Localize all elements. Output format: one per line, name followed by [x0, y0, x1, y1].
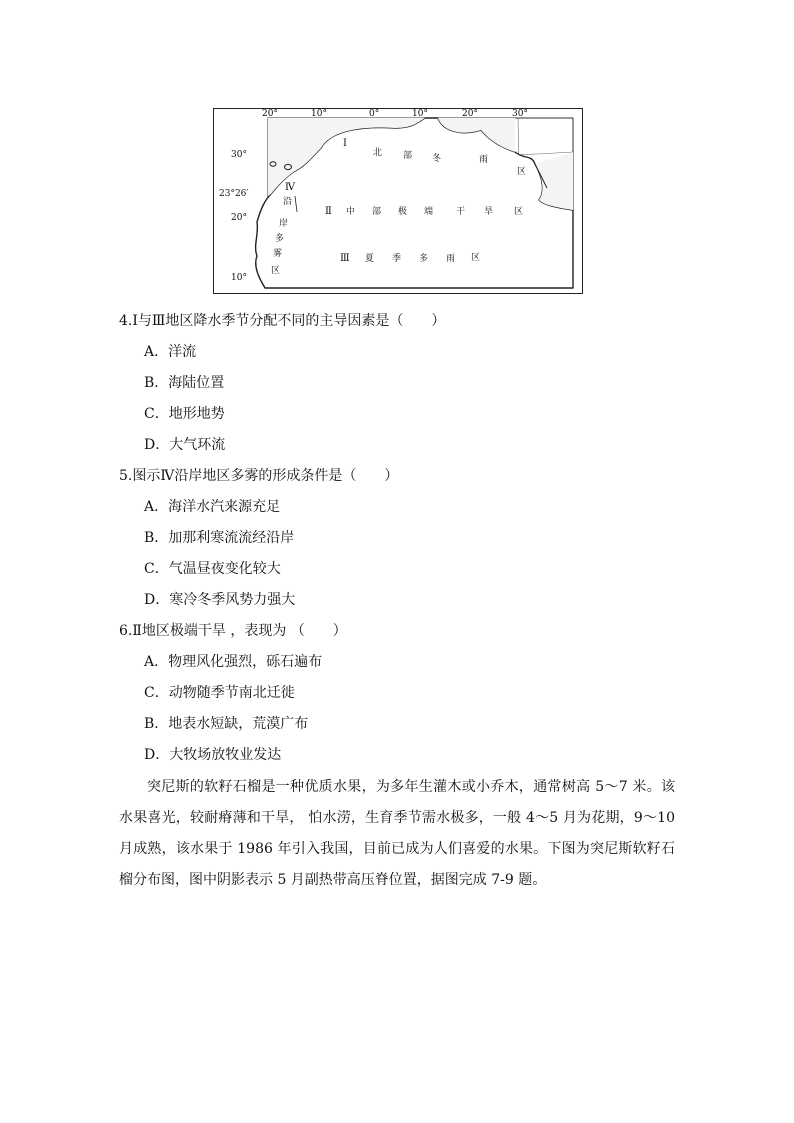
question-5-stem: 5.图示Ⅳ沿岸地区多雾的形成条件是（ ）: [119, 468, 399, 484]
lon-label: 0°: [369, 109, 380, 119]
lat-label: 20°: [231, 213, 247, 223]
region-label-char: 夏: [365, 254, 375, 264]
question-5-option-b[interactable]: B．加那利寒流流经沿岸: [144, 530, 295, 546]
north-africa-climate-map: [213, 108, 583, 294]
question-5-option-a[interactable]: A．海洋水汽来源充足: [144, 499, 281, 515]
lat-label: 30°: [231, 150, 247, 160]
region-label-char: 部: [372, 207, 382, 217]
question-6-option-d[interactable]: D．大牧场放牧业发达: [144, 747, 282, 763]
question-5-option-d[interactable]: D．寒冷冬季风势力强大: [144, 592, 296, 608]
region-numeral: Ⅱ: [325, 206, 332, 217]
region-label-char: 多: [419, 254, 429, 264]
region-label-char: 中: [346, 207, 356, 217]
region-label-char: 端: [424, 207, 434, 217]
region-label-char: 部: [403, 151, 413, 161]
lat-label: 23°26′: [219, 189, 249, 199]
region-label-char: 区: [471, 253, 481, 263]
region-numeral: Ⅲ: [340, 253, 350, 264]
question-6-option-b[interactable]: B．地表水短缺，荒漠广布: [144, 716, 309, 732]
lon-label: 10°: [311, 109, 327, 119]
question-6-option-a[interactable]: A．物理风化强烈，砾石遍布: [144, 654, 323, 670]
question-4-stem: 4.Ⅰ与Ⅲ地区降水季节分配不同的主导因素是（ ）: [119, 313, 446, 329]
question-4-option-c[interactable]: C．地形地势: [144, 406, 225, 422]
lon-label: 30°: [512, 109, 528, 119]
region-label-char: 旱: [484, 207, 494, 217]
passage-paragraph: 突尼斯的软籽石榴是一种优质水果，为多年生灌木或小乔木，通常树高 5～7 米。该水果喜光，较耐瘠薄和干旱， 怕水涝，生育季节需水极多，一般 4～5 月为花期，9～10 月成熟，该水果于 1986 年引入我国，目前已成为人们喜爱的水果。下图为突尼斯软籽石榴分布图，图中阴影表示 5 月副热带高压脊位置，据图完成 7-9 题。: [119, 779, 675, 888]
question-6-option-c[interactable]: C．动物随季节南北迁徙: [144, 685, 295, 701]
lon-label: 10°: [412, 109, 428, 119]
region-numeral: Ⅳ: [285, 182, 295, 193]
question-4-option-b[interactable]: B．海陆位置: [144, 375, 225, 391]
region-label-char: 沿: [283, 197, 293, 207]
region-label-char: 季: [392, 254, 402, 264]
region-label-char: 极: [398, 207, 408, 217]
region-label-char: 岸: [279, 219, 289, 229]
region-label-char: 雨: [479, 155, 489, 165]
region-label-char: 干: [456, 207, 466, 217]
question-5-option-c[interactable]: C．气温昼夜变化较大: [144, 561, 281, 577]
region-label-char: 多: [275, 234, 285, 244]
question-4-option-d[interactable]: D．大气环流: [144, 437, 226, 453]
lon-label: 20°: [262, 109, 278, 119]
question-6-stem: 6.Ⅱ地区极端干旱 ，表现为 （ ）: [119, 623, 347, 639]
region-label-char: 冬: [432, 154, 442, 164]
region-label-char: 区: [517, 167, 527, 177]
lat-label: 10°: [231, 273, 247, 283]
question-4-option-a[interactable]: A．洋流: [144, 344, 197, 360]
region-label-char: 北: [373, 148, 383, 158]
region-label-char: 区: [271, 266, 281, 276]
region-label-char: 雨: [446, 254, 456, 264]
region-label-char: 雾: [273, 249, 283, 259]
region-numeral: Ⅰ: [343, 138, 347, 149]
region-label-char: 区: [514, 207, 524, 217]
lon-label: 20°: [462, 109, 478, 119]
